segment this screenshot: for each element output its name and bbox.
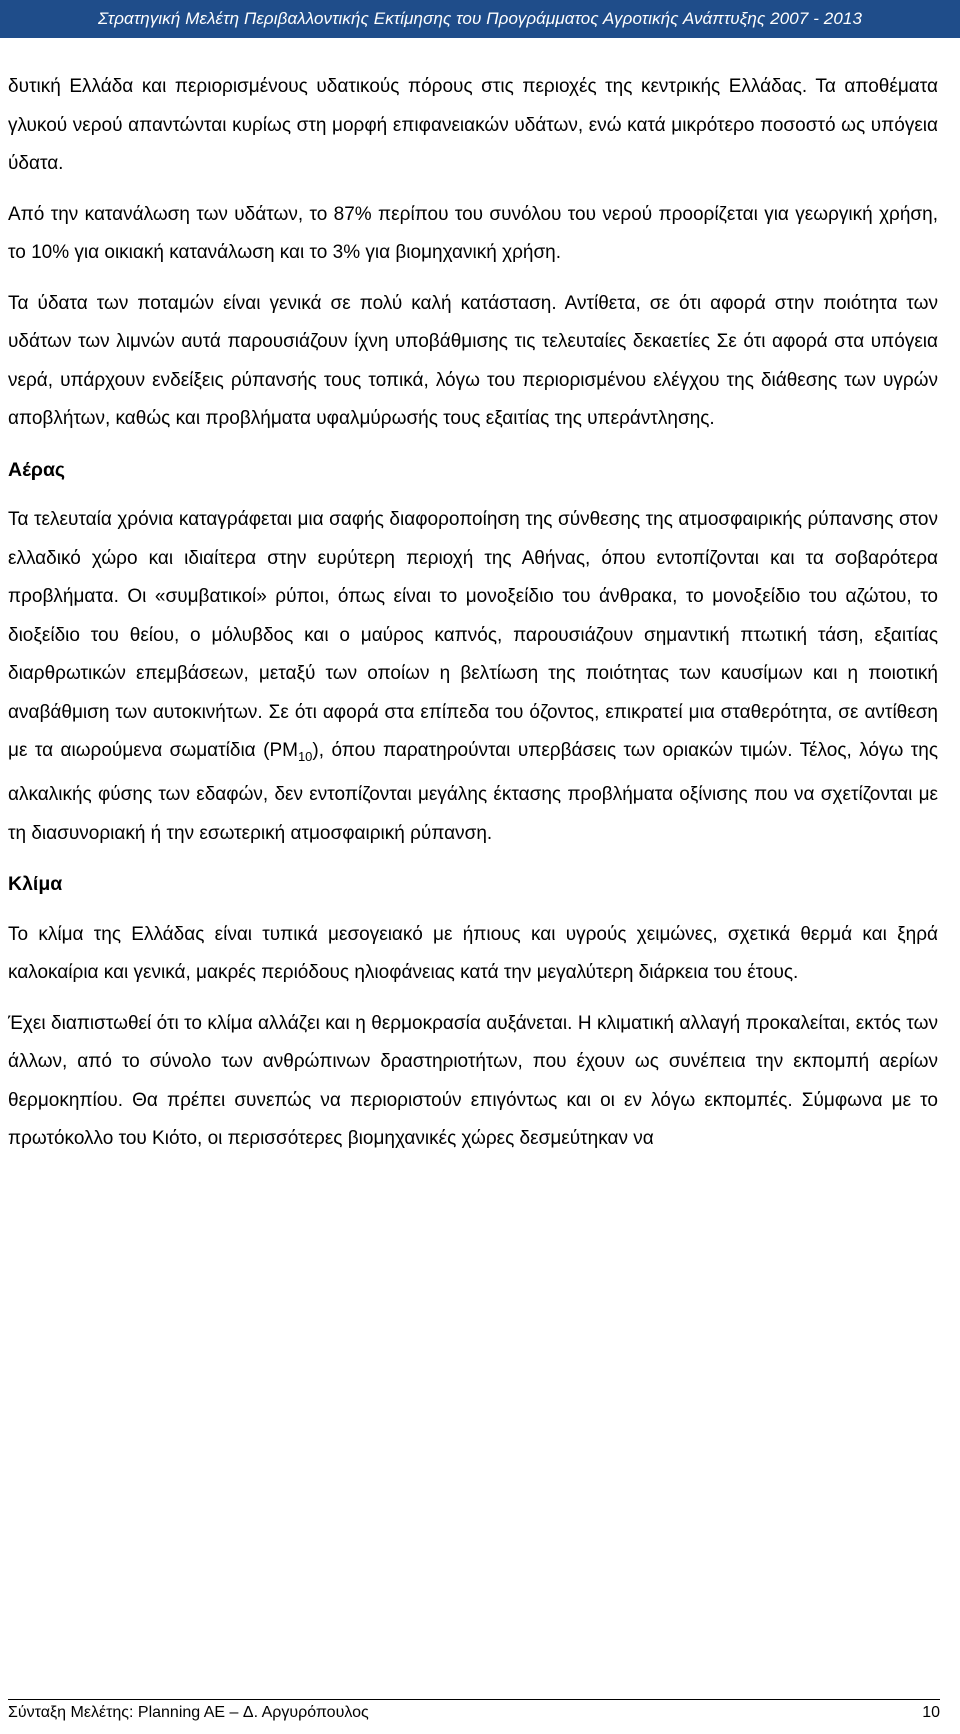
- page-footer: [8, 1704, 940, 1722]
- document-body: [8, 68, 938, 1159]
- page-number: 10: [922, 1704, 940, 1721]
- document-title: Στρατηγική Μελέτη Περιβαλλοντικής Εκτίμησης του Προγράμματος Αγροτικής Ανάπτυξης 2007 - 2013: [97, 9, 863, 28]
- paragraph-climate-change: Έχει διαπιστωθεί ότι το κλίμα αλλάζει και η θερμοκρασία αυξάνεται. Η κλιματική αλλαγή προκαλείται, εκτός των άλλων, από το σύνολο των ανθρώπινων δραστηριοτήτων, που έχουν ως συνέπεια την εκπομπή αερίων θερμοκηπίου. Θα πρέπει συνεπώς να περιοριστούν επιγόντως και οι εν λόγω εκπομπές. Σύμφωνα με το πρωτόκολλο του Κιότο, οι περισσότερες βιομηχανικές χώρες δεσμεύτηκαν να: [8, 1012, 938, 1150]
- paragraph-water-consumption: Από την κατανάλωση των υδάτων, το 87% περίπου του συνόλου του νερού προορίζεται για γεωργική χρήση, το 10% για οικιακή κατανάλωση και το 3% για βιομηχανική χρήση.: [8, 203, 938, 263]
- paragraph-water-quality: Τα ύδατα των ποταμών είναι γενικά σε πολύ καλή κατάσταση. Αντίθετα, σε ότι αφορά στην ποιότητα των υδάτων των λιμνών αυτά παρουσιάζουν ίχνη υποβάθμισης τις τελευταίες δεκαετίες Σε ότι αφορά στα υπόγεια νερά, υπάρχουν ενδείξεις ρύπανσής τους τοπικά, λόγω του περιορισμένου ελέγχου της διάθεσης των υγρών αποβλήτων, καθώς και προβλήματα υφαλμύρωσής τους εξαιτίας της υπεράντλησης.: [8, 292, 938, 429]
- page-header: [0, 0, 960, 38]
- paragraph-air-pollution: [8, 501, 938, 853]
- air-text-part-2: ), όπου παρατηρούνται υπερβάσεις των οριακών τιμών. Τέλος, λόγω της αλκαλικής φύσης των εδαφών, δεν εντοπίζονται μεγάλης έκτασης προβλήματα οξίνισης που να σχετίζονται με τη διασυνοριακή ή την εσωτερική ατμοσφαιρική ρύπανση.: [8, 740, 938, 844]
- pm-subscript: 10: [297, 748, 313, 764]
- footer-author: Σύνταξη Μελέτης: Planning AE – Δ. Αργυρόπουλος: [8, 1704, 369, 1721]
- air-text-part-1: Τα τελευταία χρόνια καταγράφεται μια σαφής διαφοροποίηση της σύνθεσης της ατμοσφαιρικής ρύπανσης στον ελλαδικό χώρο και ιδιαίτερα στην ευρύτερη περιοχή της Αθήνας, όπου εντοπίζονται και τα σοβαρότερα προβλήματα. Οι «συμβατικοί» ρύποι, όπως είναι το μονοξείδιο του άνθρακα, το μονοξείδιο του αζώτου, το διοξείδιο του θείου, ο μόλυβδος και ο μαύρος καπνός, παρουσιάζουν σημαντική πτωτική τάση, εξαιτίας διαρθρωτικών επεμβάσεων, μεταξύ των οποίων η βελτίωση της ποιότητας των καυσίμων και η ποιοτική αναβάθμιση των αυτοκινήτων. Σε ότι αφορά στα επίπεδα του όζοντος, επικρατεί μια σταθερότητα, σε αντίθεση με τα αιωρούμενα σωματίδια (PM: [8, 509, 938, 761]
- footer-divider: [8, 1699, 940, 1700]
- section-heading-air: Αέρας: [8, 458, 66, 481]
- paragraph-water-resources: δυτική Ελλάδα και περιορισμένους υδατικούς πόρους στις περιοχές της κεντρικής Ελλάδας. Τα αποθέματα γλυκού νερού απαντώνται κυρίως στη μορφή επιφανειακών υδάτων, ενώ κατά μικρότερο ποσοστό ως υπόγεια ύδατα.: [8, 76, 938, 174]
- section-heading-climate: Κλίμα: [8, 873, 63, 896]
- paragraph-climate-description: Το κλίμα της Ελλάδας είναι τυπικά μεσογειακό με ήπιους και υγρούς χειμώνες, σχετικά θερμά και ξηρά καλοκαίρια και γενικά, μακρές περιόδους ηλιοφάνειας κατά την μεγαλύτερη διάρκεια του έτους.: [8, 923, 938, 984]
